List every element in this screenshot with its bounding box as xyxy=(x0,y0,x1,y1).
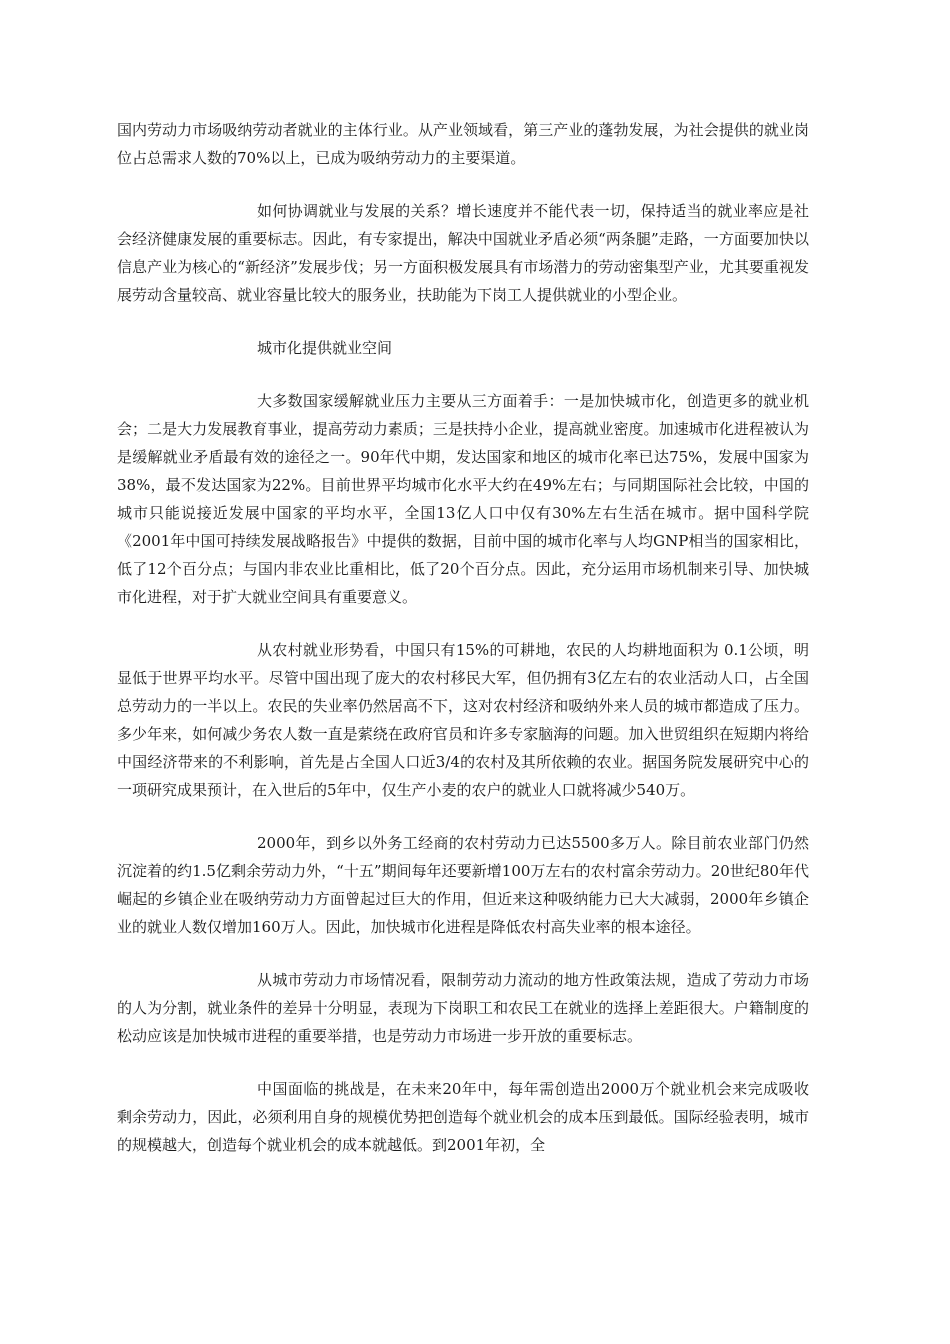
paragraph-3: 大多数国家缓解就业压力主要从三方面着手：一是加快城市化，创造更多的就业机会；二是大力发展教育事业，提高劳动力素质；三是扶持小企业，提高就业密度。加速城市化进程被认为是缓解就业矛盾最有效的途径之一。90年代中期，发达国家和地区的城市化率已达75%，发展中国家为38%，最不发达国家为22%。目前世界平均城市化水平大约在49%左右；与同期国际社会比较，中国的城市只能说接近发展中国家的平均水平，全国13亿人口中仅有30%左右生活在城市。据中国科学院《2001年中国可持续发展战略报告》中提供的数据，目前中国的城市化率与人均GNP相当的国家相比，低了12个百分点；与国内非农业比重相比，低了20个百分点。因此，充分运用市场机制来引导、加快城市化进程，对于扩大就业空间具有重要意义。 xyxy=(117,392,809,606)
paragraph-7: 中国面临的挑战是，在未来20年中，每年需创造出2000万个就业机会来完成吸收剩余劳动力，因此，必须利用自身的规模优势把创造每个就业机会的成本压到最低。国际经验表明，城市的规模越大，创造每个就业机会的成本就越低。到2001年初，全 xyxy=(117,1080,809,1154)
paragraph-1: 国内劳动力市场吸纳劳动者就业的主体行业。从产业领域看，第三产业的蓬勃发展，为社会提供的就业岗位占总需求人数的70%以上，已成为吸纳劳动力的主要渠道。 xyxy=(117,121,809,167)
paragraph-4: 从农村就业形势看，中国只有15%的可耕地，农民的人均耕地面积为 0.1公顷，明显低于世界平均水平。尽管中国出现了庞大的农村移民大军，但仍拥有3亿左右的农业活动人口，占全国总劳动力的一半以上。农民的失业率仍然居高不下，这对农村经济和吸纳外来人员的城市都造成了压力。多少年来，如何减少务农人数一直是萦绕在政府官员和许多专家脑海的问题。加入世贸组织在短期内将给中国经济带来的不利影响，首先是占全国人口近3/4的农村及其所依赖的农业。据国务院发展研究中心的一项研究成果预计，在入世后的5年中，仅生产小麦的农户的就业人口就将减少540万。 xyxy=(117,641,809,799)
paragraph-6: 从城市劳动力市场情况看，限制劳动力流动的地方性政策法规，造成了劳动力市场的人为分割，就业条件的差异十分明显，表现为下岗职工和农民工在就业的选择上差距很大。户籍制度的松动应该是加快城市进程的重要举措，也是劳动力市场进一步开放的重要标志。 xyxy=(117,971,809,1045)
section-heading: 城市化提供就业空间 xyxy=(257,339,393,357)
document-body xyxy=(117,116,809,1184)
paragraph-5: 2000年，到乡以外务工经商的农村劳动力已达5500多万人。除目前农业部门仍然沉淀着的约1.5亿剩余劳动力外，“十五”期间每年还要新增100万左右的农村富余劳动力。20世纪80年代崛起的乡镇企业在吸纳劳动力方面曾起过巨大的作用，但近来这种吸纳能力已大大减弱，2000年乡镇企业的就业人数仅增加160万人。因此，加快城市化进程是降低农村高失业率的根本途径。 xyxy=(117,834,809,936)
paragraph-2: 如何协调就业与发展的关系？增长速度并不能代表一切，保持适当的就业率应是社会经济健康发展的重要标志。因此，有专家提出，解决中国就业矛盾必须“两条腿”走路，一方面要加快以信息产业为核心的“新经济”发展步伐；另一方面积极发展具有市场潜力的劳动密集型产业，尤其要重视发展劳动含量较高、就业容量比较大的服务业，扶助能为下岗工人提供就业的小型企业。 xyxy=(117,202,809,304)
